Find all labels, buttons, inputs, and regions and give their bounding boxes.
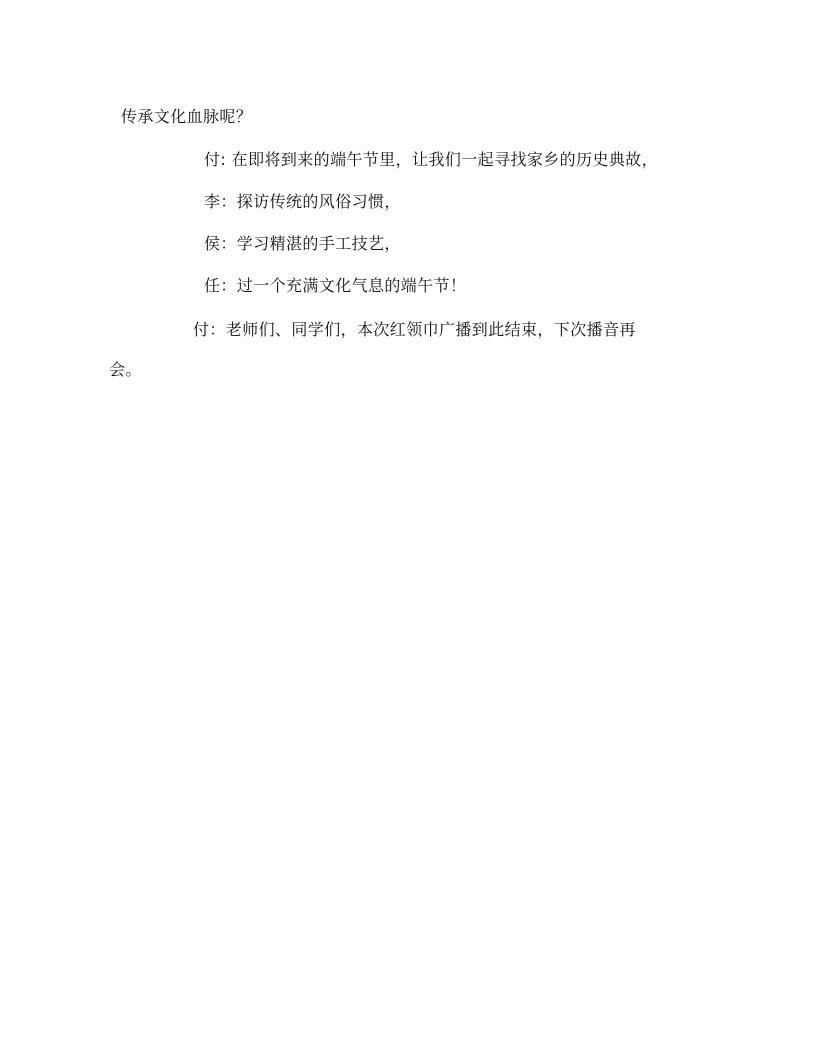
text-line: 付: 在即将到来的端午节里，让我们一起寻找家乡的历史典故， (204, 150, 659, 169)
text-line: 侯：学习精湛的手工技艺， (204, 234, 401, 253)
text-line: 付：老师们、同学们，本次红领巾广播到此结束，下次播音再 (193, 320, 636, 339)
text-line: 会。 (109, 360, 142, 379)
text-line: 传承文化血脉呢？ (121, 107, 253, 126)
text-line: 李：探访传统的风俗习惯， (204, 192, 401, 211)
text-line: 任：过一个充满文化气息的端午节！ (204, 276, 467, 295)
